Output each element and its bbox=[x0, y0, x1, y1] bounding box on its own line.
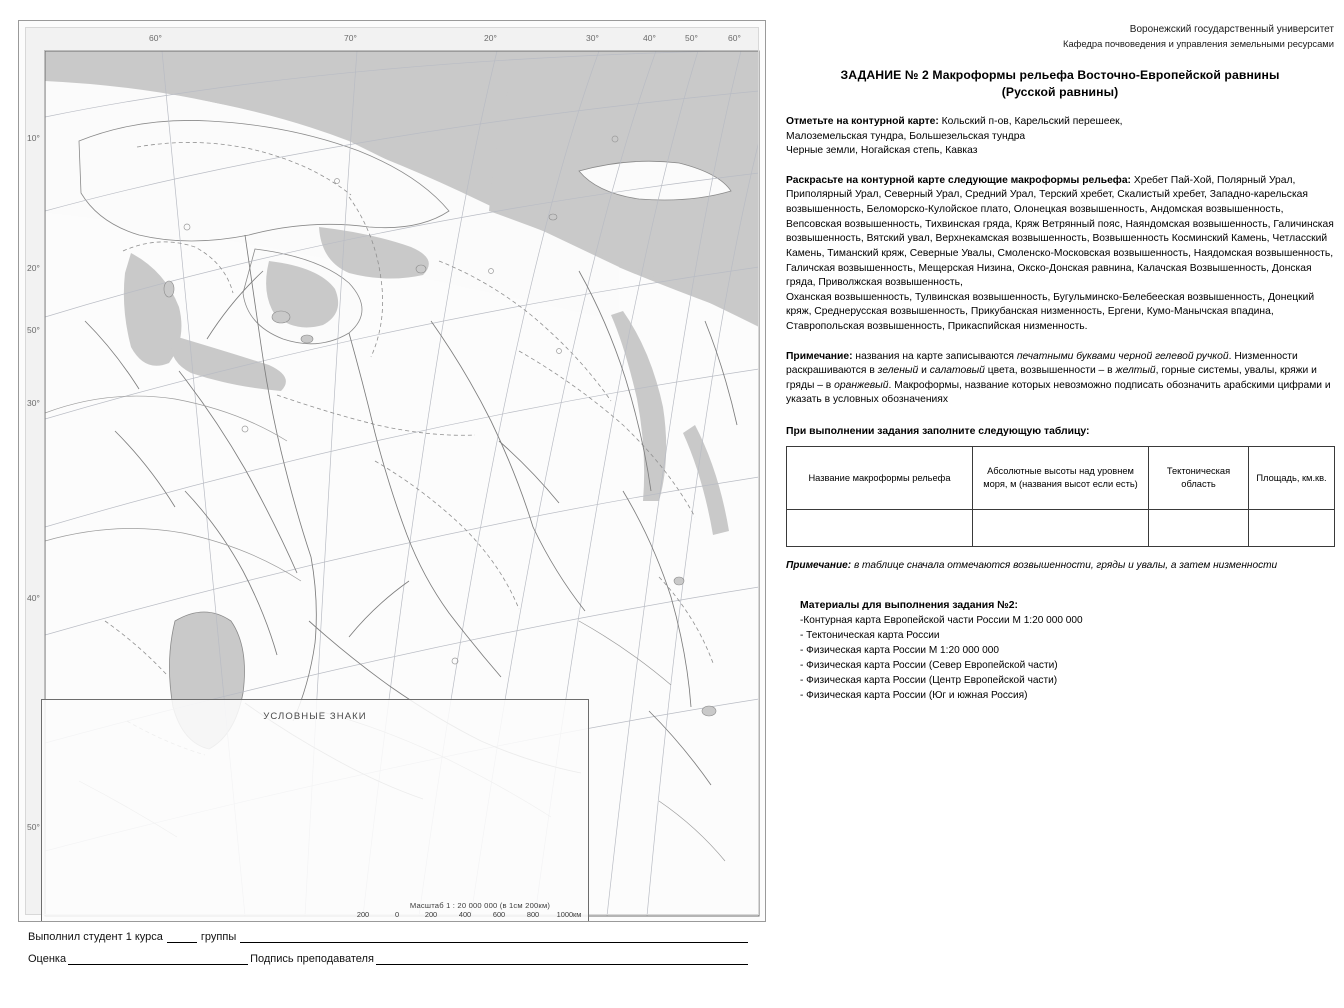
mark-on-map-section bbox=[786, 115, 1334, 159]
list-item: -Контурная карта Европейской части России М 1:20 000 000 bbox=[800, 614, 1083, 626]
note-t5: , горные системы, увалы, кряжи и гряды – в bbox=[786, 365, 1317, 391]
macroform-table bbox=[786, 446, 1335, 547]
grat-top-2: 20° bbox=[484, 33, 497, 43]
footer-signature-blank[interactable] bbox=[376, 952, 748, 965]
grat-left-1: 20° bbox=[27, 263, 40, 273]
note-i5: оранжевый bbox=[834, 379, 889, 391]
scale-ruler bbox=[361, 921, 569, 922]
color-items-1: Хребет Пай-Хой, Полярный Урал, Приполярный Урал, Северный Урал, Средний Урал, Терский хребет, Скалистый хребет, Западно-карельская возвышенность, Беломорско-Кулойское плато, Олонецкая возвышенность, Андомская возвышенность, Вепсовская возвышенность, Тихвинская гряда, Кряж Ветрянный пояс, Наяндомская возвышенность, Галичинская возвышенность, Вятский увал, Верхнекамская возвышенность, Возвышенность Косминский Камень, Четласский Камень, Тиманский кряж, Северные Увалы, Смоленско-Московская возвышенность, Наядомская возвышенность, Галичская возвышенность, Мещерская Низина, Окско-Донская равнина, Калачская Возвышенность, Донская гряда, Приволжская возвышенность, bbox=[786, 174, 1334, 289]
grat-top-6: 60° bbox=[728, 33, 741, 43]
color-lead: Раскрасьте на контурной карте следующие макроформы рельефа: bbox=[786, 174, 1131, 186]
list-item: - Физическая карта России (Юг и южная Россия) bbox=[800, 690, 1028, 702]
grat-left-0: 10° bbox=[27, 133, 40, 143]
task-title-main: ЗАДАНИЕ № 2 Макроформы рельефа Восточно-Европейской равнины bbox=[840, 68, 1280, 83]
note-i1: печатными буквами черной гелевой ручкой bbox=[1016, 350, 1229, 362]
mark-lead: Отметьте на контурной карте: bbox=[786, 116, 939, 128]
list-item: - Тектоническая карта России bbox=[800, 629, 940, 641]
mark-line-2: Малоземельская тундра, Большезельская тундра bbox=[786, 130, 1026, 142]
table-lead-text: При выполнении задания заполните следующую таблицу: bbox=[786, 426, 1090, 438]
footer-line-student bbox=[28, 930, 748, 943]
color-on-map-section bbox=[786, 174, 1334, 335]
scale-tick-1: 0 bbox=[394, 910, 400, 919]
note-i4: желтый bbox=[1115, 365, 1156, 377]
grat-top-4: 40° bbox=[643, 33, 656, 43]
scale-tick-2: 200 bbox=[424, 910, 438, 919]
table-col-heights: Абсолютные высоты над уровнем моря, м (названия высот если есть) bbox=[973, 447, 1149, 510]
note-t6: . Макроформы, название которых невозможно подписать обозначить арабскими цифрами и указать в условных обозначениях bbox=[786, 379, 1331, 406]
table-cell-area[interactable] bbox=[1249, 510, 1335, 547]
footer-teacher-label: Подпись преподавателя bbox=[250, 953, 374, 965]
scale-tick-3: 400 bbox=[458, 910, 472, 919]
footer-grade-blank[interactable] bbox=[68, 952, 248, 965]
table-row[interactable] bbox=[787, 510, 1335, 547]
legend-title: УСЛОВНЫЕ ЗНАКИ bbox=[263, 711, 367, 722]
materials-title: Материалы для выполнения задания №2: bbox=[800, 599, 1018, 611]
note-lead: Примечание: bbox=[786, 350, 853, 362]
worksheet-text-column bbox=[786, 22, 1334, 703]
note-section bbox=[786, 350, 1334, 408]
grat-top-0: 60° bbox=[149, 33, 162, 43]
table-note-text: в таблице сначала отмечаются возвышенности, гряды и увалы, а затем низменности bbox=[851, 560, 1278, 572]
map-legend-box bbox=[41, 699, 589, 922]
university-name: Воронежский государственный университет bbox=[1129, 24, 1334, 35]
grat-left-2: 50° bbox=[27, 325, 40, 335]
note-t3: и bbox=[918, 365, 930, 377]
table-col-name: Название макроформы рельефа bbox=[787, 447, 973, 510]
grat-left-5: 50° bbox=[27, 822, 40, 832]
table-cell-tectonic[interactable] bbox=[1149, 510, 1249, 547]
department-name: Кафедра почвоведения и управления земельными ресурсами bbox=[1062, 38, 1334, 49]
task-title-sub: (Русской равнины) bbox=[1001, 84, 1119, 99]
map-scale-bar bbox=[349, 901, 589, 922]
mark-items-1: Кольский п-ов, Карельский перешеек, bbox=[938, 116, 1123, 128]
table-col-tectonic: Тектоническая область bbox=[1149, 447, 1249, 510]
grat-top-1: 70° bbox=[344, 33, 357, 43]
scale-tick-4: 600 bbox=[492, 910, 506, 919]
footer-course-blank[interactable] bbox=[167, 930, 197, 943]
table-cell-name[interactable] bbox=[787, 510, 973, 547]
table-header-row bbox=[787, 447, 1335, 510]
note-t4: цвета, возвышенности – в bbox=[984, 365, 1116, 377]
note-t1: названия на карте записываются bbox=[852, 350, 1017, 362]
table-note-lead: Примечание: bbox=[786, 560, 852, 572]
grat-top-3: 30° bbox=[586, 33, 599, 43]
scale-caption: Масштаб 1 : 20 000 000 (в 1см 200км) bbox=[409, 901, 551, 910]
mark-line-3: Черные земли, Ногайская степь, Кавказ bbox=[786, 145, 978, 157]
materials-section bbox=[800, 600, 1334, 704]
student-signature-footer bbox=[28, 930, 748, 965]
note-i2: зеленый bbox=[877, 365, 919, 377]
list-item: - Физическая карта России (Север Европейской части) bbox=[800, 660, 1058, 672]
list-item: - Физическая карта России (Центр Европейской части) bbox=[800, 675, 1058, 687]
footer-grade-label: Оценка bbox=[28, 953, 67, 965]
list-item: - Физическая карта России М 1:20 000 000 bbox=[800, 644, 999, 656]
scale-tick-6: 1000км bbox=[556, 910, 582, 919]
scale-tick-5: 800 bbox=[526, 910, 540, 919]
note-i3: салатовый bbox=[929, 365, 985, 377]
scale-tick-0: 200 bbox=[356, 910, 370, 919]
mark-line-1 bbox=[786, 115, 1334, 130]
table-note bbox=[786, 559, 1334, 574]
scale-tick-labels bbox=[349, 910, 589, 921]
grat-left-4: 40° bbox=[27, 593, 40, 603]
table-cell-heights[interactable] bbox=[973, 510, 1149, 547]
university-header bbox=[786, 22, 1334, 51]
footer-group-label: группы bbox=[200, 931, 237, 943]
materials-list bbox=[800, 613, 1334, 704]
color-paragraph-1 bbox=[786, 174, 1334, 291]
color-paragraph-2: Оханская возвышенность, Тулвинская возвышенность, Бугульминско-Белебееская возвышенность, Донецкий кряж, Среднерусская возвышенность, Прикубанская низменность, Ергени, Кумо-Манычская впадина, Ставропольская возвышенность, Прикаспийская низменность. bbox=[786, 291, 1315, 332]
note-t2: . Низменности раскрашиваются в bbox=[786, 350, 1298, 377]
note-paragraph bbox=[786, 350, 1334, 408]
footer-line-grade bbox=[28, 952, 748, 965]
grat-left-3: 30° bbox=[27, 398, 40, 408]
page-title bbox=[786, 67, 1334, 100]
contour-map bbox=[18, 20, 766, 922]
table-col-area: Площадь, км.кв. bbox=[1249, 447, 1335, 510]
grat-top-5: 50° bbox=[685, 33, 698, 43]
footer-name-blank[interactable] bbox=[240, 930, 748, 943]
footer-student-label: Выполнил студент 1 курса bbox=[28, 931, 163, 943]
